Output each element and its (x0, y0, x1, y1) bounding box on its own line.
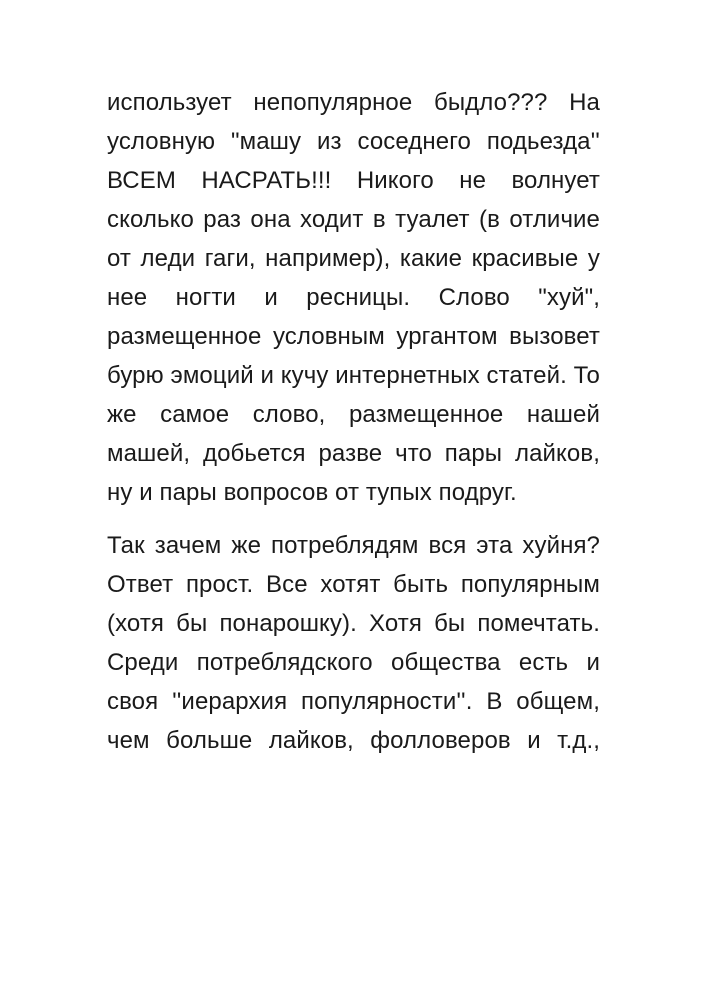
paragraph-1: использует непопулярное быдло??? На условную "машу из соседнего подьезда'' ВСЕМ НАСРАТЬ!!! Никого не волнует сколько раз она ходит в туалет (в отличие от леди гаги, например), какие красивые у нее ногти и ресницы. Слово "хуй", размещенное условным ургантом вызовет бурю эмоций и кучу интернетных статей. То же самое слово, размещенное нашей машей, добьется разве что пары лайков, ну и пары вопросов от тупых подруг. (107, 89, 600, 506)
paragraph-2: Так зачем же потреблядям вся эта хуйня? Ответ прост. Все хотят быть популярным (хотя бы понарошку). Хотя бы помечтать. Среди потреблядского общества есть и своя ''иерархия популярности''. В общем, чем больше лайков, фолловеров и т.д., (107, 532, 600, 754)
document-page (107, 83, 600, 760)
